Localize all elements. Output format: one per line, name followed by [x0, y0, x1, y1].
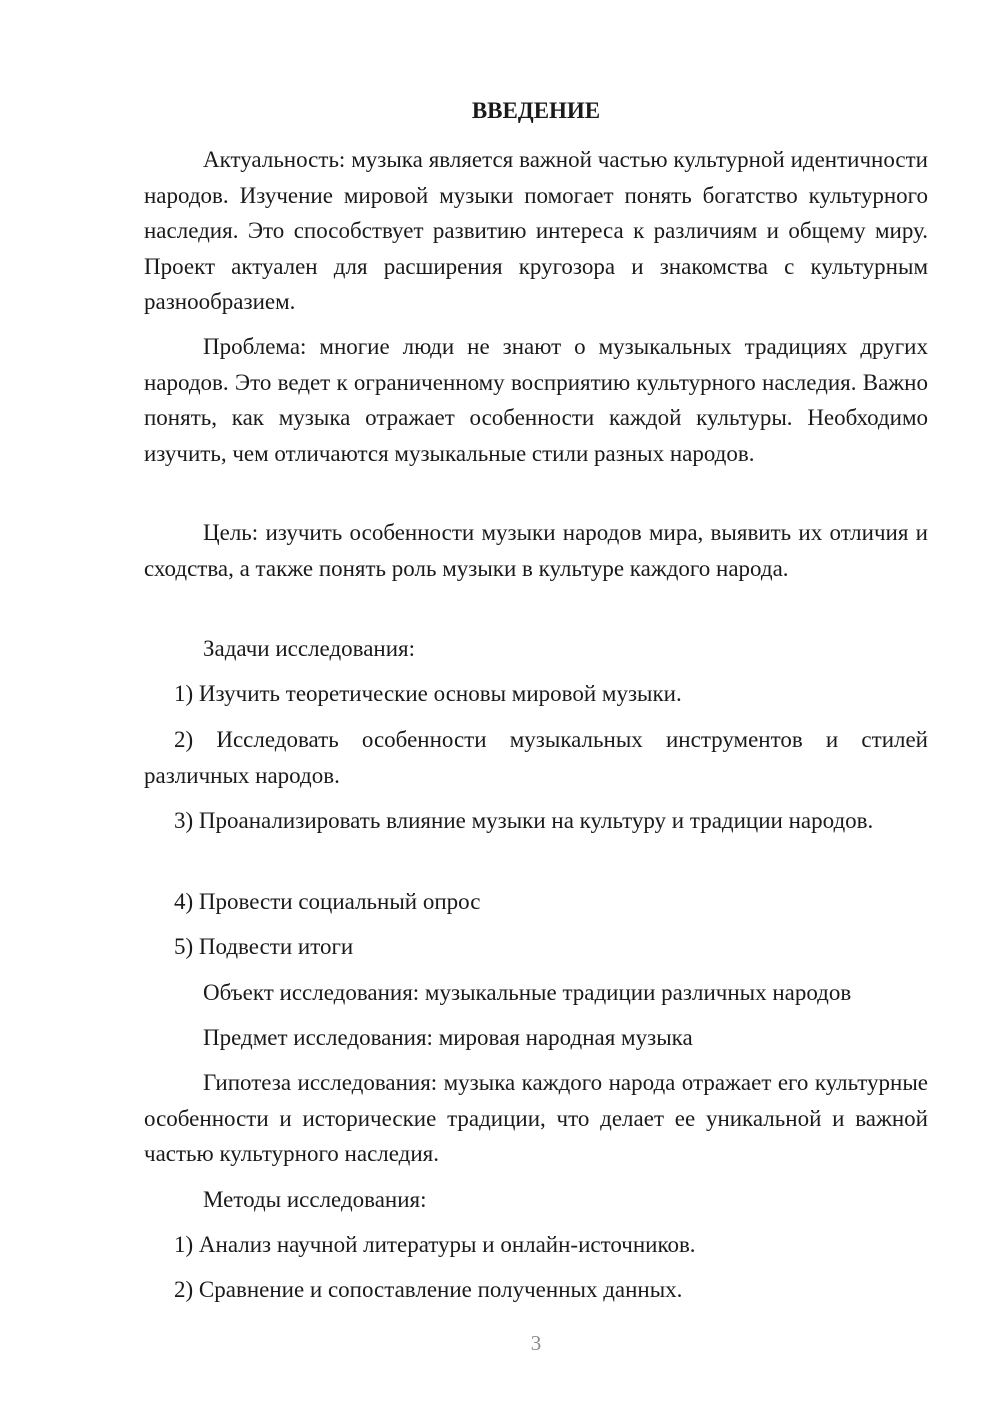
page-title: ВВЕДЕНИЕ — [471, 98, 601, 123]
paragraph-subject: Предмет исследования: мировая народная музыка — [203, 1025, 693, 1050]
paragraph-relevance: Актуальность: музыка является важной частью культурной идентичности народов. Изучение мировой музыки помогает понять богатство культурного наследия. Это способствует развитию интереса к различиям и общему миру. Проект актуален для расширения кругозора и знакомства с культурным разнообразием. — [144, 147, 928, 314]
list-item-method-1: 1) Анализ научной литературы и онлайн-источников. — [174, 1232, 696, 1257]
list-item-task-5: 5) Подвести итоги — [174, 934, 354, 959]
paragraph-methods-heading: Методы исследования: — [203, 1187, 427, 1212]
paragraph-problem: Проблема: многие люди не знают о музыкальных традициях других народов. Это ведет к ограниченному восприятию культурного наследия. Важно понять, как музыка отражает особенности каждой культуры. Необходимо изучить, чем отличаются музыкальные стили разных народов. — [144, 334, 928, 466]
list-item-method-2: 2) Сравнение и сопоставление полученных данных. — [174, 1277, 683, 1302]
paragraph-goal: Цель: изучить особенности музыки народов мира, выявить их отличия и сходства, а также понять роль музыки в культуре каждого народа. — [144, 520, 928, 581]
paragraph-tasks-heading: Задачи исследования: — [203, 636, 416, 661]
page-number: 3 — [530, 1331, 542, 1355]
paragraph-object: Объект исследования: музыкальные традиции различных народов — [203, 980, 852, 1005]
paragraph-hypothesis: Гипотеза исследования: музыка каждого народа отражает его культурные особенности и исторические традиции, что делает ее уникальной и важной частью культурного наследия. — [144, 1070, 928, 1166]
list-item-task-4: 4) Провести социальный опрос — [174, 889, 481, 914]
list-item-task-2: 2) Исследовать особенности музыкальных инструментов и стилей различных народов. — [144, 727, 928, 788]
list-item-task-3: 3) Проанализировать влияние музыки на культуру и традиции народов. — [174, 808, 874, 833]
list-item-task-1: 1) Изучить теоретические основы мировой музыки. — [174, 681, 682, 706]
